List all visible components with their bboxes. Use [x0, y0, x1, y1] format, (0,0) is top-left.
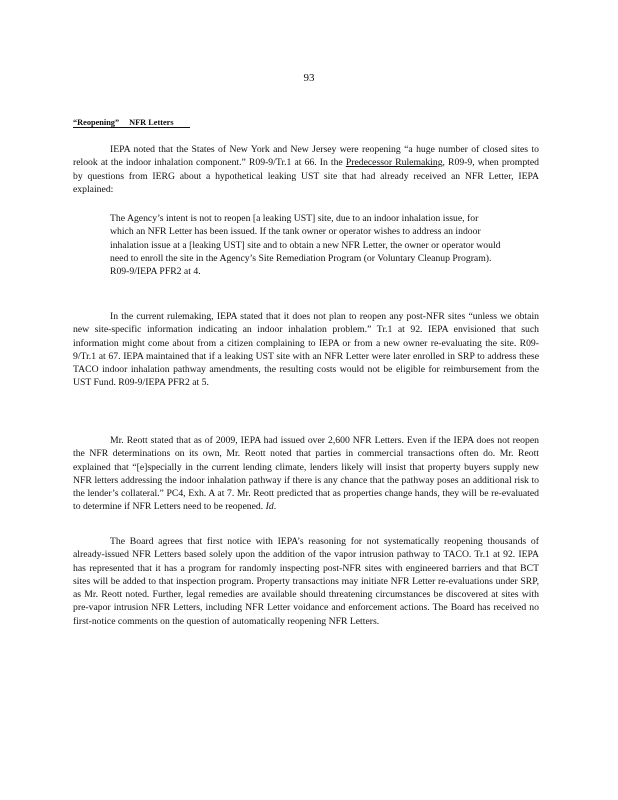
id-citation: Id — [265, 501, 274, 513]
block-quote: The Agency’s intent is not to reopen [a leaking UST] site, due to an indoor inhalation issue, for which an NFR Letter has been issued. If the tank owner or operator wishes to address an indoor inhalation issue at a [leaking UST] site and to obtain a new NFR Letter, the owner or operator would need to enroll the site in the Agency’s Site Remediation Program (or Voluntary Cleanup Program). R09-9/IEPA PFR2 at 4. — [110, 213, 501, 278]
page-number: 93 — [303, 72, 315, 84]
paragraph-3-part-a: Mr. Reott stated that as of 2009, IEPA had issued over 2,600 NFR Letters. Even if the IEPA does not reopen the NFR determinations on its own, Mr. Reott noted that parties in commercial transactions often do. Mr. Reott explained that “[e]specially in the current lending climate, lenders likely will insist that property buyers supply new NFR letters addressing the indoor inhalation pathway if there is any chance that the pathway poses an additional risk to the lender’s collateral.” PC4, Exh. A at 7. Mr. Reott predicted that as properties change hands, they will be re-evaluated to determine if NFR Letters need to be reopened. — [73, 435, 539, 513]
predecessor-rulemaking-citation: Predecessor Rulemaking — [345, 157, 443, 169]
paragraph-4: The Board agrees that first notice with IEPA’s reasoning for not systematically reopening thousands of already-issued NFR Letters based solely upon the addition of the vapor intrusion pathway to TACO. Tr.1 at 92. IEPA has represented that it has a program for randomly inspecting post-NFR sites with engineered barriers and that BCT sites will be added to that inspection program. Property transactions may initiate NFR Letter re-evaluations under SRP, as Mr. Reott noted. Further, legal remedies are available should threatening circumstances be discovered at sites with pre-vapor intrusion NFR Letters, including NFR Letter voidance and enforcement actions. The Board has received no first-notice comments on the question of automatically reopening NFR Letters. — [73, 536, 539, 627]
section-heading — [73, 118, 190, 128]
paragraph-1-part-a: IEPA noted that the States of New York and New Jersey were reopening “a huge number of closed sites to relook at the indoor inhalation component.” R09-9/Tr.1 at 66. In the — [73, 144, 539, 169]
paragraph-1 — [73, 143, 539, 196]
paragraph-3 — [73, 434, 539, 514]
heading-subtitle: NFR Letters — [129, 118, 174, 127]
paragraph-3-part-b: . — [273, 501, 277, 513]
heading-title: “Reopening” — [73, 118, 120, 127]
paragraph-1-part-b: , R09-9, when prompted by questions from IERG about a hypothetical leaking UST site that had already received an NFR Letter, IEPA explained: — [73, 157, 539, 195]
paragraph-2: In the current rulemaking, IEPA stated that it does not plan to reopen any post-NFR sites “unless we obtain new site-specific information indicating an indoor inhalation problem.” Tr.1 at 92. IEPA envisioned that such information might come about from a citizen complaining to IEPA or from a new owner re-evaluating the site. R09-9/Tr.1 at 67. IEPA maintained that if a leaking UST site with an NFR Letter were later enrolled in SRP to address these TACO indoor inhalation pathway amendments, the resulting costs would not be eligible for reimbursement from the UST Fund. R09-9/IEPA PFR2 at 5. — [73, 311, 539, 389]
heading-underline-tail — [174, 118, 190, 128]
heading-underline-gap — [119, 118, 129, 128]
